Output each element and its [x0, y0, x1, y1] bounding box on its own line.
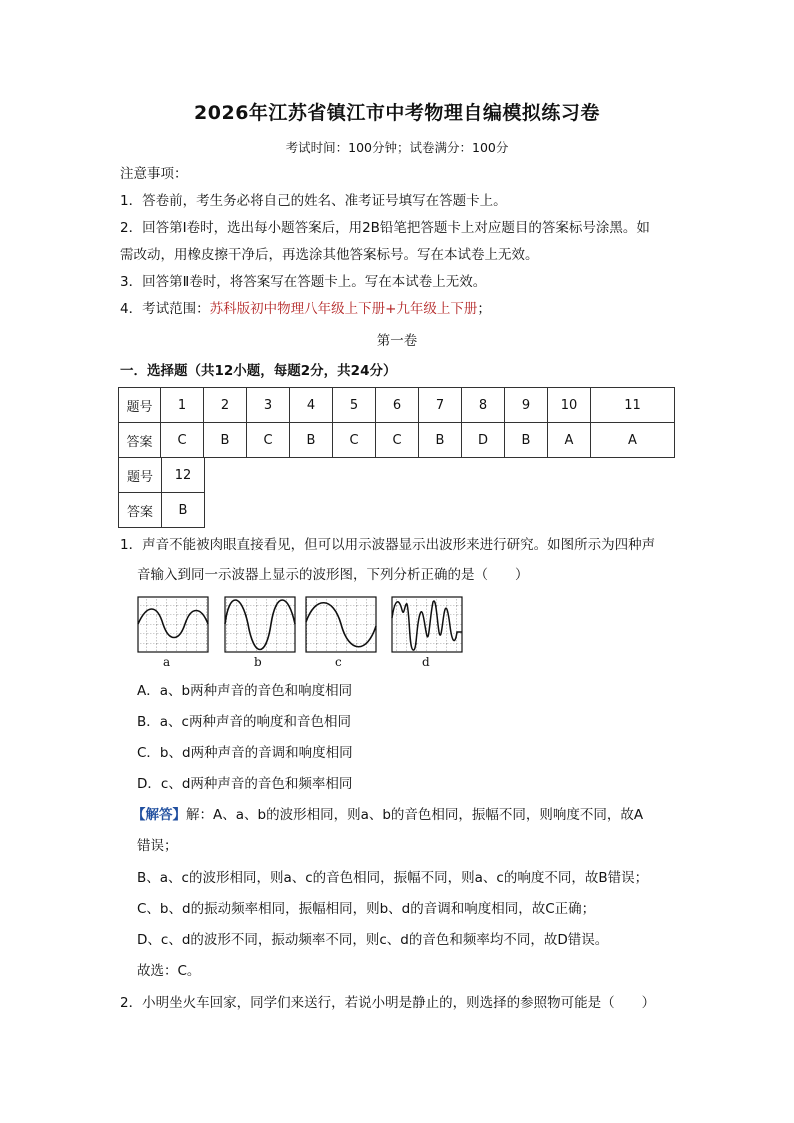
table-cell: C: [247, 423, 290, 458]
table-label-answer: 答案: [119, 493, 162, 528]
table-cell: 1: [161, 388, 204, 423]
table-label-answer: 答案: [119, 423, 161, 458]
table-label-question: 题号: [119, 388, 161, 423]
table-cell: 4: [290, 388, 333, 423]
table-row: [119, 388, 675, 423]
note-item-2a: 2．回答第Ⅰ卷时，选出每小题答案后，用2B铅笔把答题卡上对应题目的答案标号涂黑。如: [120, 220, 650, 236]
table-row: [119, 493, 205, 528]
exam-title: 2026年江苏省镇江市中考物理自编模拟练习卷: [194, 102, 600, 124]
note-item-4-suffix: ；: [477, 301, 491, 317]
answer-table-row1: [118, 387, 675, 458]
table-cell: B: [290, 423, 333, 458]
q1-option-b: B．a、c两种声音的响度和音色相同: [137, 714, 351, 730]
table-cell: C: [376, 423, 419, 458]
waveform-label-b: b: [254, 655, 262, 669]
q1-option-a: A．a、b两种声音的音色和响度相同: [137, 683, 353, 699]
waveform-b: [225, 597, 295, 652]
answer-text: 解：A、a、b的波形相同，则a、b的音色相同，振幅不同，则响度不同，故A: [186, 807, 644, 823]
table-row: [119, 458, 205, 493]
q1-option-c: C．b、d两种声音的音调和响度相同: [137, 745, 353, 761]
table-cell: 5: [333, 388, 376, 423]
answer-tag: 【解答】: [132, 807, 186, 823]
waveform-label-d: d: [422, 655, 430, 669]
waveform-label-a: a: [163, 655, 171, 669]
volume-heading: 第一卷: [376, 333, 418, 349]
q2-stem: 2．小明坐火车回家，同学们来送行，若说小明是静止的，则选择的参照物可能是（ ）: [120, 995, 656, 1011]
table-cell: B: [419, 423, 462, 458]
table-cell: D: [462, 423, 505, 458]
note-item-4: [120, 300, 491, 318]
note-item-3: 3．回答第Ⅱ卷时，将答案写在答题卡上。写在本试卷上无效。: [120, 274, 487, 290]
note-item-2b: 需改动，用橡皮擦干净后，再选涂其他答案标号。写在本试卷上无效。: [120, 247, 539, 263]
table-row: [119, 423, 675, 458]
exam-scope: 苏科版初中物理八年级上下册+九年级上下册: [209, 301, 478, 317]
table-cell: 11: [591, 388, 675, 423]
table-cell: B: [204, 423, 247, 458]
table-cell: A: [548, 423, 591, 458]
table-cell: 12: [162, 458, 205, 493]
note-item-4-prefix: 4．考试范围：: [120, 301, 210, 317]
q1-answer-line2: 错误；: [137, 838, 178, 854]
table-cell: 9: [505, 388, 548, 423]
q1-answer-line6: 故选：C。: [137, 963, 201, 979]
table-cell: B: [162, 493, 205, 528]
oscilloscope-waveforms: [137, 596, 467, 656]
section1-heading: 一．选择题（共12小题，每题2分，共24分）: [120, 363, 397, 379]
note-item-1: 1．答卷前，考生务必将自己的姓名、准考证号填写在答题卡上。: [120, 193, 507, 209]
waveform-d: [392, 597, 462, 652]
q1-answer-line4: C、b、d的振动频率相同，振幅相同，则b、d的音调和响度相同，故C正确；: [137, 901, 596, 917]
q1-stem-line2: 音输入到同一示波器上显示的波形图，下列分析正确的是（ ）: [137, 567, 529, 583]
exam-subtitle: 考试时间：100分钟；试卷满分：100分: [285, 140, 509, 155]
answer-table-row2: [118, 457, 205, 528]
waveform-a: [138, 597, 208, 652]
waveform-label-c: c: [335, 655, 342, 669]
q1-answer-line1: [132, 806, 643, 824]
table-cell: 2: [204, 388, 247, 423]
table-cell: C: [333, 423, 376, 458]
table-cell: B: [505, 423, 548, 458]
table-label-question: 题号: [119, 458, 162, 493]
notes-heading: 注意事项：: [120, 166, 188, 182]
table-cell: 10: [548, 388, 591, 423]
q1-answer-line3: B、a、c的波形相同，则a、c的音色相同，振幅不同，则a、c的响度不同，故B错误；: [137, 870, 649, 886]
table-cell: A: [591, 423, 675, 458]
q1-option-d: D．c、d两种声音的音色和频率相同: [137, 776, 353, 792]
table-cell: 8: [462, 388, 505, 423]
q1-answer-line5: D、c、d的波形不同，振动频率不同，则c、d的音色和频率均不同，故D错误。: [137, 932, 609, 948]
waveform-c: [306, 597, 376, 652]
table-cell: C: [161, 423, 204, 458]
table-cell: 6: [376, 388, 419, 423]
table-cell: 7: [419, 388, 462, 423]
q1-stem-line1: 1．声音不能被肉眼直接看见，但可以用示波器显示出波形来进行研究。如图所示为四种声: [120, 537, 656, 553]
table-cell: 3: [247, 388, 290, 423]
